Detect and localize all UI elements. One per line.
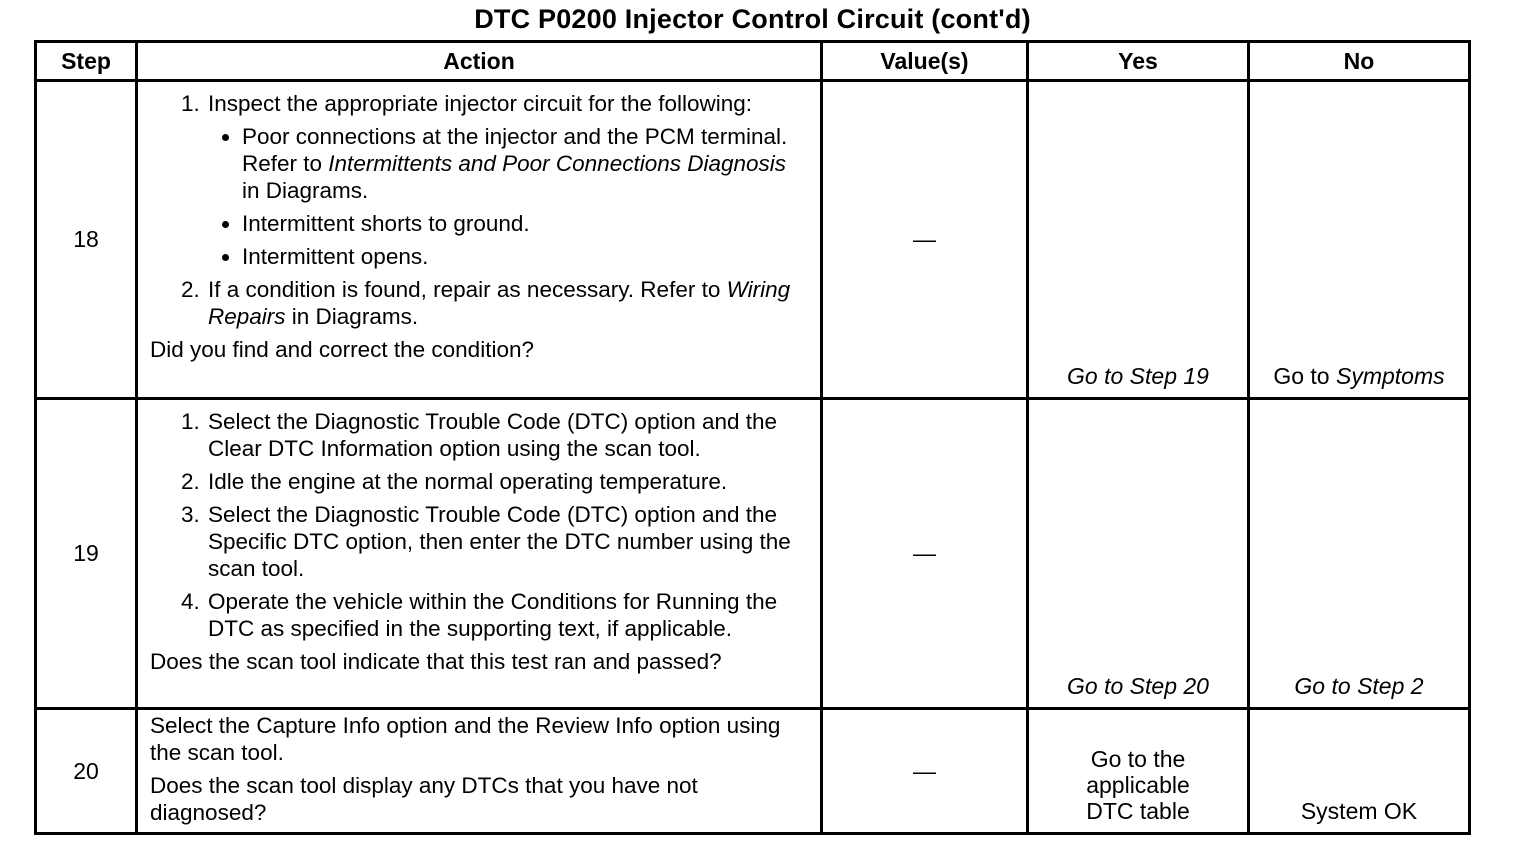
action-step: 2. Idle the engine at the normal operating temperature. xyxy=(206,468,808,495)
reference-link-text: Intermittents and Poor Connections Diagnosis xyxy=(328,151,787,176)
action-step xyxy=(206,90,808,270)
table-row xyxy=(36,709,1470,834)
step-number: 18 xyxy=(36,81,137,399)
step-number: 19 xyxy=(36,399,137,709)
no-result: System OK xyxy=(1249,709,1470,834)
action-step: 4. Operate the vehicle within the Conditions for Running the DTC as specified in the supporting text, if applicable. xyxy=(206,588,808,642)
action-cell xyxy=(137,81,822,399)
header-yes: Yes xyxy=(1028,42,1249,81)
action-step xyxy=(206,276,808,330)
action-question: Does the scan tool indicate that this test ran and passed? xyxy=(150,649,722,674)
value-cell: — xyxy=(822,399,1028,709)
action-step: 1. Select the Diagnostic Trouble Code (DTC) option and the Clear DTC Information option using the scan tool. xyxy=(206,408,808,462)
header-values: Value(s) xyxy=(822,42,1028,81)
action-steps xyxy=(150,408,808,642)
bullet-text: Poor connections at the injector and the PCM terminal. Refer to xyxy=(242,124,788,176)
value-cell: — xyxy=(822,709,1028,834)
step-number: 20 xyxy=(36,709,137,834)
table-row xyxy=(36,81,1470,399)
header-step: Step xyxy=(36,42,137,81)
table-header-row xyxy=(36,42,1470,81)
action-step: 3. Select the Diagnostic Trouble Code (DTC) option and the Specific DTC option, then enter the DTC number using the scan tool. xyxy=(206,501,808,582)
yes-result: Go to the applicable DTC table xyxy=(1028,709,1249,834)
page-title: DTC P0200 Injector Control Circuit (cont'd) xyxy=(474,4,1031,34)
yes-result-text: Go to Step 20 xyxy=(1067,673,1209,699)
action-bullet: • Intermittent opens. xyxy=(242,243,808,270)
yes-result xyxy=(1028,399,1249,709)
no-result xyxy=(1249,81,1470,399)
no-result-text: Go to Step 2 xyxy=(1294,673,1424,699)
action-bullet xyxy=(242,123,808,204)
action-text: Select the Capture Info option and the Review Info option using the scan tool. xyxy=(150,713,781,765)
action-question: Does the scan tool display any DTCs that you have not diagnosed? xyxy=(150,773,698,825)
reference-link-text: Wiring Repairs xyxy=(208,277,791,329)
header-no: No xyxy=(1249,42,1470,81)
action-step-text: Inspect the appropriate injector circuit for the following: xyxy=(208,91,753,116)
diagnostic-table xyxy=(34,40,1471,835)
action-steps xyxy=(150,90,808,330)
yes-result-text: Go to Step 19 xyxy=(1067,363,1209,389)
action-bullets xyxy=(208,123,808,270)
action-step-text: in Diagrams. xyxy=(285,304,419,329)
action-cell xyxy=(137,709,822,834)
action-question: Did you find and correct the condition? xyxy=(150,337,534,362)
table-row xyxy=(36,399,1470,709)
no-result xyxy=(1249,399,1470,709)
action-bullet: • Intermittent shorts to ground. xyxy=(242,210,808,237)
no-result-text: Go to xyxy=(1273,363,1336,389)
bullet-text: in Diagrams. xyxy=(242,178,369,203)
action-cell xyxy=(137,399,822,709)
value-cell: — xyxy=(822,81,1028,399)
header-action: Action xyxy=(137,42,822,81)
yes-result xyxy=(1028,81,1249,399)
no-result-link: Symptoms xyxy=(1336,363,1445,389)
action-step-text: If a condition is found, repair as necessary. Refer to xyxy=(208,277,727,302)
